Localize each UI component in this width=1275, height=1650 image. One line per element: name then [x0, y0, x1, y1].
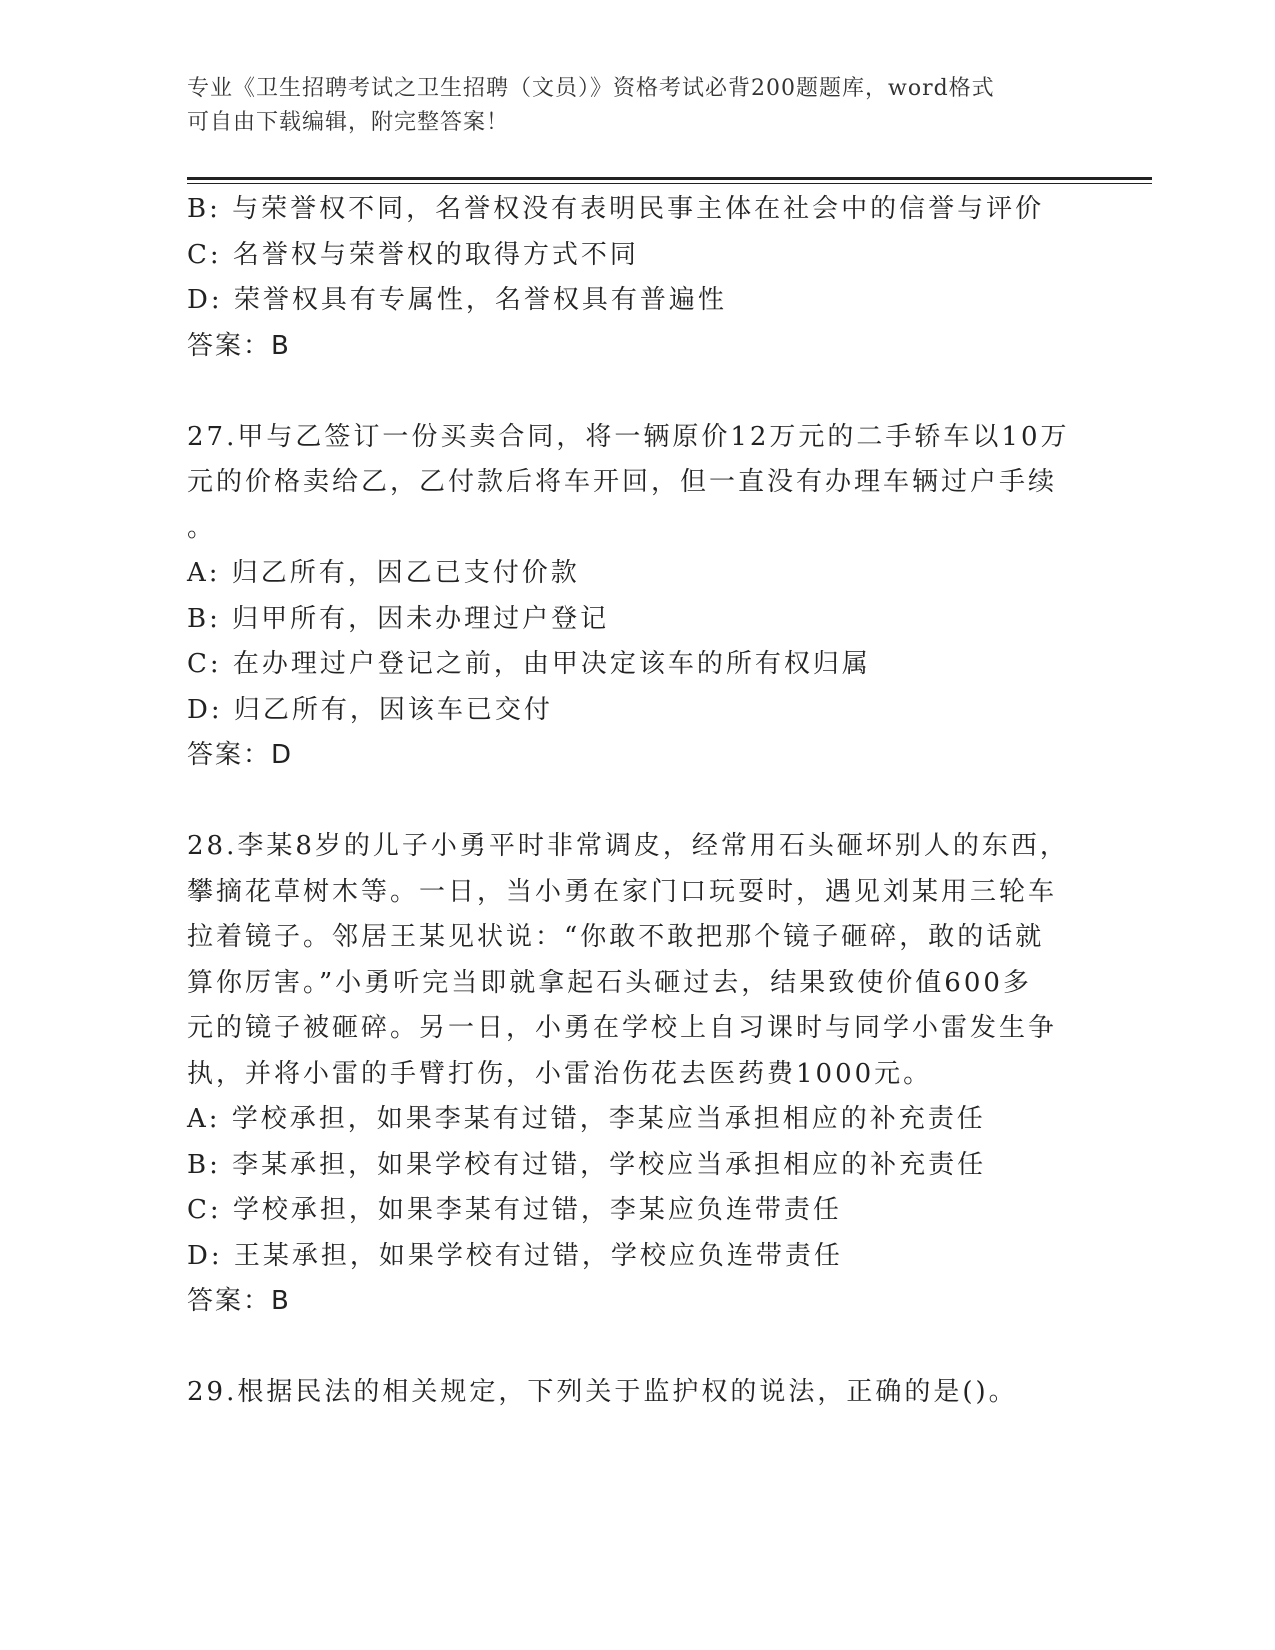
q27-answer: 答案：D — [187, 740, 294, 770]
q27-stem-line-1: 27.甲与乙签订一份买卖合同，将一辆原价12万元的二手轿车以10万 — [187, 421, 1070, 452]
q27-option-d: D: 归乙所有，因该车已交付 — [187, 694, 553, 725]
q27-option-a: A: 归乙所有，因乙已支付价款 — [187, 558, 580, 588]
q28-option-a: A: 学校承担，如果李某有过错，李某应当承担相应的补充责任 — [187, 1104, 986, 1134]
header-divider-thin — [187, 183, 1152, 184]
q28-stem-line-4: 算你厉害。”小勇听完当即就拿起石头砸过去，结果致使价值600多 — [187, 967, 1032, 998]
header-line-1: 专业《卫生招聘考试之卫生招聘（文员）》资格考试必背200题题库，word格式 — [187, 76, 995, 101]
q28-option-b: B: 李某承担，如果学校有过错，学校应当承担相应的补充责任 — [187, 1149, 987, 1180]
q27-option-c: C: 在办理过户登记之前，由甲决定该车的所有权归属 — [187, 649, 871, 679]
document-header — [187, 72, 1087, 140]
q28-answer: 答案：B — [187, 1286, 291, 1316]
q26-option-d: D: 荣誉权具有专属性，名誉权具有普遍性 — [187, 285, 727, 315]
q28-stem-line-5: 元的镜子被砸碎。另一日，小勇在学校上自习课时与同学小雷发生争 — [187, 1013, 1058, 1043]
q27-stem-line-2: 元的价格卖给乙，乙付款后将车开回，但一直没有办理车辆过户手续 — [187, 467, 1058, 497]
q28-stem-line-2: 攀摘花草树木等。一日，当小勇在家门口玩耍时，遇见刘某用三轮车 — [187, 876, 1058, 907]
question-28 — [187, 824, 1087, 1325]
header-line-2: 可自由下载编辑，附完整答案！ — [187, 110, 510, 135]
spacer — [187, 369, 1087, 415]
spacer — [187, 779, 1087, 825]
q29-stem-line-1: 29.根据民法的相关规定，下列关于监护权的说法，正确的是()。 — [187, 1377, 1018, 1407]
q28-stem-line-3: 拉着镜子。邻居王某见状说：“你敢不敢把那个镜子砸碎，敢的话就 — [187, 922, 1045, 952]
q28-option-c: C: 学校承担，如果李某有过错，李某应负连带责任 — [187, 1195, 842, 1225]
q27-option-b: B: 归甲所有，因未办理过户登记 — [187, 603, 610, 634]
question-29 — [187, 1370, 1087, 1416]
question-26 — [187, 187, 1087, 369]
q26-answer: 答案：B — [187, 330, 291, 361]
q28-stem-line-1: 28.李某8岁的儿子小勇平时非常调皮，经常用石头砸坏别人的东西， — [187, 831, 1069, 861]
q28-option-d: D: 王某承担，如果学校有过错，学校应负连带责任 — [187, 1240, 843, 1271]
q27-stem-line-3: 。 — [187, 512, 217, 543]
q26-option-b: B: 与荣誉权不同，名誉权没有表明民事主体在社会中的信誉与评价 — [187, 194, 1045, 224]
q26-option-c: C: 名誉权与荣誉权的取得方式不同 — [187, 239, 639, 270]
spacer — [187, 1325, 1087, 1371]
q28-stem-line-6: 执，并将小雷的手臂打伤，小雷治伤花去医药费1000元。 — [187, 1058, 933, 1089]
document-body — [187, 187, 1087, 1416]
question-27 — [187, 415, 1087, 779]
header-divider-thick — [187, 177, 1152, 180]
